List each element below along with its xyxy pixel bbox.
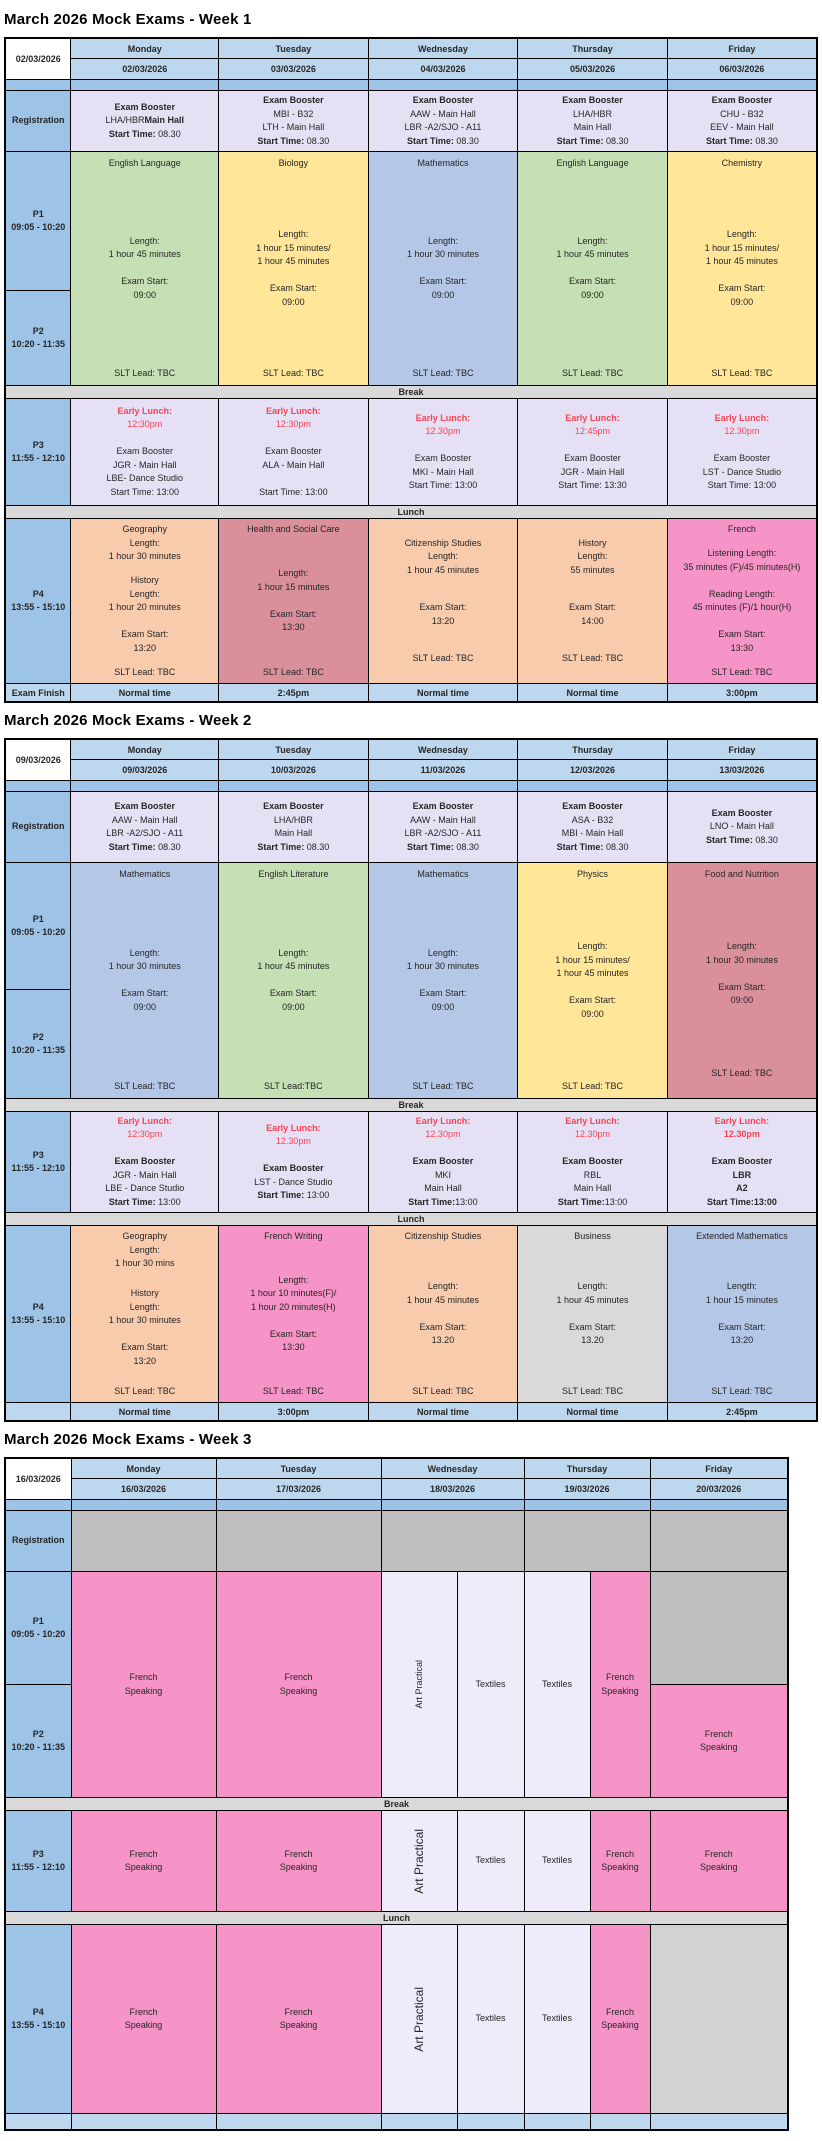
week2-date-header-friday: 13/03/2026 xyxy=(667,760,817,781)
week3-day-header-thursday: Thursday xyxy=(524,1458,650,1479)
week3-thu-textiles-p4-cell: Textiles xyxy=(524,1925,590,2114)
week1-period-p2-label: P2 10:20 - 11:35 xyxy=(5,291,71,386)
week1-date-header-thursday: 05/03/2026 xyxy=(518,59,668,80)
week3-thu-french-p4-cell: French Speaking xyxy=(590,1925,650,2114)
week2-registration-tuesday: Exam Booster LHA/HBR Main Hall Start Time: 08.30 xyxy=(219,792,369,863)
week2-table xyxy=(4,738,818,1422)
week1-week-date-cell: 02/03/2026 xyxy=(5,38,71,80)
week2-exam-finish-thursday: Normal time xyxy=(518,1403,668,1422)
week2-monday-p4-cell: Geography Length: 1 hour 30 mins History Length: 1 hour 30 minutes Exam Start: 13:20 SLT Lead: TBC xyxy=(71,1226,219,1403)
week3-registration-monday xyxy=(71,1511,216,1572)
week1-registration-thursday: Exam Booster LHA/HBR Main Hall Start Time: 08.30 xyxy=(518,91,668,152)
week3-bottom-strip-cell xyxy=(5,2114,71,2131)
week3-thu-french-p3-cell: French Speaking xyxy=(590,1811,650,1912)
week2-period-p3-label: P3 11:55 - 12:10 xyxy=(5,1112,71,1213)
week2-registration-label: Registration xyxy=(5,792,71,863)
week2-friday-p4-cell: Extended Mathematics Length: 1 hour 15 minutes Exam Start: 13:20 SLT Lead: TBC xyxy=(667,1226,817,1403)
week2-wednesday-p3-cell: Early Lunch: 12.30pm Exam Booster MKI Main Hall Start Time:13:00 xyxy=(368,1112,518,1213)
week1-registration-tuesday: Exam Booster MBI - B32 LTH - Main Hall Start Time: 08.30 xyxy=(219,91,369,152)
week3-registration-wednesday xyxy=(381,1511,524,1572)
week3-thu-textiles-p3-cell: Textiles xyxy=(524,1811,590,1912)
week-3-title: March 2026 Mock Exams - Week 3 xyxy=(4,1431,252,1448)
week1-friday-p1p2-cell: Chemistry Length: 1 hour 15 minutes/ 1 hour 45 minutes Exam Start: 09:00 SLT Lead: TBC xyxy=(667,152,817,386)
week1-date-header-tuesday: 03/03/2026 xyxy=(219,59,369,80)
week1-monday-p4-cell: Geography Length: 1 hour 30 minutes History Length: 1 hour 20 minutes Exam Start: 13:20 SLT Lead: TBC xyxy=(71,519,219,684)
week1-exam-finish-tuesday: 2:45pm xyxy=(219,684,369,703)
week2-spacer-wednesday xyxy=(368,781,518,792)
week3-date-header-tuesday: 17/03/2026 xyxy=(216,1479,381,1500)
week2-period-p2-label: P2 10:20 - 11:35 xyxy=(5,990,71,1099)
week3-wed-textiles-p1p2-cell: Textiles xyxy=(457,1572,524,1798)
week1-date-header-monday: 02/03/2026 xyxy=(71,59,219,80)
week1-friday-p3-cell: Early Lunch: 12.30pm Exam Booster LST - Dance Studio Start Time: 13:00 xyxy=(667,399,817,506)
week3-thu-textiles-p1p2-cell: Textiles xyxy=(524,1572,590,1798)
week-1-title: March 2026 Mock Exams - Week 1 xyxy=(4,11,252,28)
week3-registration-friday xyxy=(650,1511,788,1572)
week1-registration-friday: Exam Booster CHU - B32 EEV - Main Hall Start Time: 08.30 xyxy=(667,91,817,152)
week1-period-p4-label: P4 13:55 - 15:10 xyxy=(5,519,71,684)
week3-wed-art-practical-p1p2-cell xyxy=(381,1572,457,1798)
week3-spacer-friday xyxy=(650,1500,788,1511)
week1-tuesday-p4-cell: Health and Social Care Length: 1 hour 15 minutes Exam Start: 13:30 SLT Lead: TBC xyxy=(219,519,369,684)
week1-spacer-tuesday xyxy=(219,80,369,91)
week3-monday-p3-cell: French Speaking xyxy=(71,1811,216,1912)
week-1-table-container xyxy=(4,37,818,703)
week1-lunch-row: Lunch xyxy=(5,506,817,519)
week3-table xyxy=(4,1457,789,2131)
week3-date-header-friday: 20/03/2026 xyxy=(650,1479,788,1500)
week1-spacer-monday xyxy=(71,80,219,91)
week2-day-header-thursday: Thursday xyxy=(518,739,668,760)
week1-tuesday-p1p2-cell: Biology Length: 1 hour 15 minutes/ 1 hour 45 minutes Exam Start: 09:00 SLT Lead: TBC xyxy=(219,152,369,386)
week3-bottom-strip-cell xyxy=(650,2114,788,2131)
week3-friday-p3-cell: French Speaking xyxy=(650,1811,788,1912)
week3-wed-art-practical-p1p2-cell-rotated-label: Art Practical xyxy=(414,1660,424,1709)
week3-monday-p4-cell: French Speaking xyxy=(71,1925,216,2114)
week3-bottom-strip-cell xyxy=(71,2114,216,2131)
week1-friday-p4-cell: French Listening Length: 35 minutes (F)/45 minutes(H) Reading Length: 45 minutes (F)/1 hour(H) Exam Start: 13:30 SLT Lead: TBC xyxy=(667,519,817,684)
week2-period-p4-label: P4 13:55 - 15:10 xyxy=(5,1226,71,1403)
week2-date-header-thursday: 12/03/2026 xyxy=(518,760,668,781)
week3-break-row: Break xyxy=(5,1798,788,1811)
week2-day-header-monday: Monday xyxy=(71,739,219,760)
week2-lunch-row: Lunch xyxy=(5,1213,817,1226)
week3-day-header-friday: Friday xyxy=(650,1458,788,1479)
week3-spacer-cell xyxy=(5,1500,71,1511)
week1-exam-finish-friday: 3:00pm xyxy=(667,684,817,703)
week3-period-p4-label: P4 13:55 - 15:10 xyxy=(5,1925,71,2114)
week2-registration-thursday: Exam Booster ASA - B32 MBI - Main Hall Start Time: 08.30 xyxy=(518,792,668,863)
week1-spacer-wednesday xyxy=(368,80,518,91)
week2-monday-p3-cell: Early Lunch: 12:30pm Exam Booster JGR - Main Hall LBE - Dance Studio Start Time: 13:00 xyxy=(71,1112,219,1213)
week2-spacer-friday xyxy=(667,781,817,792)
week3-lunch-row: Lunch xyxy=(5,1912,788,1925)
week2-wednesday-p4-cell: Citizenship Studies Length: 1 hour 45 minutes Exam Start: 13.20 SLT Lead: TBC xyxy=(368,1226,518,1403)
week2-day-header-wednesday: Wednesday xyxy=(368,739,518,760)
week3-registration-tuesday xyxy=(216,1511,381,1572)
week2-tuesday-p1p2-cell: English Literature Length: 1 hour 45 minutes Exam Start: 09:00 SLT Lead:TBC xyxy=(219,863,369,1099)
week3-period-p1-label: P1 09:05 - 10:20 xyxy=(5,1572,71,1685)
week-2-title: March 2026 Mock Exams - Week 2 xyxy=(4,712,252,729)
week3-date-header-thursday: 19/03/2026 xyxy=(524,1479,650,1500)
week3-period-p3-label: P3 11:55 - 12:10 xyxy=(5,1811,71,1912)
week2-exam-finish-monday: Normal time xyxy=(71,1403,219,1422)
week3-registration-thursday xyxy=(524,1511,650,1572)
week-3-table-container xyxy=(4,1457,818,2131)
week2-exam-finish-wednesday: Normal time xyxy=(368,1403,518,1422)
week3-tuesday-p1p2-cell: French Speaking xyxy=(216,1572,381,1798)
week3-thu-french-p1p2-cell: French Speaking xyxy=(590,1572,650,1798)
week1-exam-finish-label: Exam Finish xyxy=(5,684,71,703)
week-3-section xyxy=(4,1431,818,2131)
week3-spacer-monday xyxy=(71,1500,216,1511)
week1-wednesday-p1p2-cell: Mathematics Length: 1 hour 30 minutes Exam Start: 09:00 SLT Lead: TBC xyxy=(368,152,518,386)
week3-friday-p2-cell: French Speaking xyxy=(650,1685,788,1798)
week3-registration-label: Registration xyxy=(5,1511,71,1572)
week2-monday-p1p2-cell: Mathematics Length: 1 hour 30 minutes Exam Start: 09:00 SLT Lead: TBC xyxy=(71,863,219,1099)
week1-table xyxy=(4,37,818,703)
week3-wed-art-practical-p4-cell xyxy=(381,1925,457,2114)
week2-tuesday-p4-cell: French Writing Length: 1 hour 10 minutes(F)/ 1 hour 20 minutes(H) Exam Start: 13:30 SLT Lead: TBC xyxy=(219,1226,369,1403)
week3-friday-p1-cell xyxy=(650,1572,788,1685)
week1-period-p1-label: P1 09:05 - 10:20 xyxy=(5,152,71,291)
week1-thursday-p3-cell: Early Lunch: 12:45pm Exam Booster JGR - Main Hall Start Time: 13:30 xyxy=(518,399,668,506)
week1-exam-finish-wednesday: Normal time xyxy=(368,684,518,703)
week1-day-header-wednesday: Wednesday xyxy=(368,38,518,59)
week2-registration-wednesday: Exam Booster AAW - Main Hall LBR -A2/SJO - A11 Start Time: 08.30 xyxy=(368,792,518,863)
week2-week-date-cell: 09/03/2026 xyxy=(5,739,71,781)
week1-registration-wednesday: Exam Booster AAW - Main Hall LBR -A2/SJO - A11 Start Time: 08.30 xyxy=(368,91,518,152)
week1-wednesday-p4-cell: Citizenship Studies Length: 1 hour 45 minutes Exam Start: 13:20 SLT Lead: TBC xyxy=(368,519,518,684)
week1-wednesday-p3-cell: Early Lunch: 12.30pm Exam Booster MKI - Main Hall Start Time: 13:00 xyxy=(368,399,518,506)
week3-date-header-wednesday: 18/03/2026 xyxy=(381,1479,524,1500)
week1-day-header-tuesday: Tuesday xyxy=(219,38,369,59)
week1-exam-finish-thursday: Normal time xyxy=(518,684,668,703)
week1-day-header-thursday: Thursday xyxy=(518,38,668,59)
week3-wed-art-practical-p3-cell-rotated-label: Art Practical xyxy=(412,1828,426,1894)
week2-date-header-wednesday: 11/03/2026 xyxy=(368,760,518,781)
week3-wed-art-practical-p4-cell-rotated-label: Art Practical xyxy=(412,1986,426,2052)
week2-wednesday-p1p2-cell: Mathematics Length: 1 hour 30 minutes Exam Start: 09:00 SLT Lead: TBC xyxy=(368,863,518,1099)
week2-registration-monday: Exam Booster AAW - Main Hall LBR -A2/SJO - A11 Start Time: 08.30 xyxy=(71,792,219,863)
week2-period-p1-label: P1 09:05 - 10:20 xyxy=(5,863,71,990)
week2-spacer-tuesday xyxy=(219,781,369,792)
week3-spacer-wednesday xyxy=(381,1500,524,1511)
week3-bottom-strip-cell xyxy=(381,2114,457,2131)
week1-date-header-wednesday: 04/03/2026 xyxy=(368,59,518,80)
week1-day-header-friday: Friday xyxy=(667,38,817,59)
week2-break-row: Break xyxy=(5,1099,817,1112)
week2-friday-p1p2-cell: Food and Nutrition Length: 1 hour 30 minutes Exam Start: 09:00 SLT Lead: TBC xyxy=(667,863,817,1099)
week3-wed-textiles-p4-cell: Textiles xyxy=(457,1925,524,2114)
week3-wed-textiles-p3-cell: Textiles xyxy=(457,1811,524,1912)
week2-thursday-p3-cell: Early Lunch: 12.30pm Exam Booster RBL Main Hall Start Time:13:00 xyxy=(518,1112,668,1213)
week-2-section xyxy=(4,712,818,1422)
week1-period-p3-label: P3 11:55 - 12:10 xyxy=(5,399,71,506)
week1-tuesday-p3-cell: Early Lunch: 12:30pm Exam Booster ALA - Main Hall Start Time: 13:00 xyxy=(219,399,369,506)
week1-day-header-monday: Monday xyxy=(71,38,219,59)
week2-tuesday-p3-cell: Early Lunch: 12.30pm Exam Booster LST - Dance Studio Start Time: 13:00 xyxy=(219,1112,369,1213)
week3-bottom-strip-cell xyxy=(457,2114,524,2131)
week1-break-row: Break xyxy=(5,386,817,399)
week2-thursday-p1p2-cell: Physics Length: 1 hour 15 minutes/ 1 hour 45 minutes Exam Start: 09:00 SLT Lead: TBC xyxy=(518,863,668,1099)
week3-day-header-tuesday: Tuesday xyxy=(216,1458,381,1479)
week1-registration-monday: Exam Booster LHA/HBRMain Hall Start Time: 08.30 xyxy=(71,91,219,152)
week2-day-header-tuesday: Tuesday xyxy=(219,739,369,760)
week1-spacer-cell xyxy=(5,80,71,91)
week1-spacer-thursday xyxy=(518,80,668,91)
week-1-section xyxy=(4,11,818,703)
week3-period-p2-label: P2 10:20 - 11:35 xyxy=(5,1685,71,1798)
week3-friday-p4-cell xyxy=(650,1925,788,2114)
week1-monday-p1p2-cell: English Language Length: 1 hour 45 minutes Exam Start: 09:00 SLT Lead: TBC xyxy=(71,152,219,386)
week1-thursday-p1p2-cell: English Language Length: 1 hour 45 minutes Exam Start: 09:00 SLT Lead: TBC xyxy=(518,152,668,386)
week2-registration-friday: Exam Booster LNO - Main Hall Start Time: 08.30 xyxy=(667,792,817,863)
week1-date-header-friday: 06/03/2026 xyxy=(667,59,817,80)
week2-thursday-p4-cell: Business Length: 1 hour 45 minutes Exam Start: 13.20 SLT Lead: TBC xyxy=(518,1226,668,1403)
week3-day-header-wednesday: Wednesday xyxy=(381,1458,524,1479)
week3-spacer-thursday xyxy=(524,1500,650,1511)
week3-date-header-monday: 16/03/2026 xyxy=(71,1479,216,1500)
week2-spacer-thursday xyxy=(518,781,668,792)
week3-bottom-strip-cell xyxy=(524,2114,590,2131)
week2-exam-finish-tuesday: 3:00pm xyxy=(219,1403,369,1422)
week2-spacer-monday xyxy=(71,781,219,792)
week2-date-header-tuesday: 10/03/2026 xyxy=(219,760,369,781)
week1-monday-p3-cell: Early Lunch: 12:30pm Exam Booster JGR - Main Hall LBE- Dance Studio Start Time: 13:00 xyxy=(71,399,219,506)
week3-tuesday-p3-cell: French Speaking xyxy=(216,1811,381,1912)
week3-monday-p1p2-cell: French Speaking xyxy=(71,1572,216,1798)
week-2-table-container xyxy=(4,738,818,1422)
week3-spacer-tuesday xyxy=(216,1500,381,1511)
week3-tuesday-p4-cell: French Speaking xyxy=(216,1925,381,2114)
week3-bottom-strip-cell xyxy=(216,2114,381,2131)
week3-bottom-strip-cell xyxy=(590,2114,650,2131)
week3-week-date-cell: 16/03/2026 xyxy=(5,1458,71,1500)
week3-wed-art-practical-p3-cell xyxy=(381,1811,457,1912)
week2-day-header-friday: Friday xyxy=(667,739,817,760)
week2-exam-finish-label xyxy=(5,1403,71,1422)
week1-thursday-p4-cell: History Length: 55 minutes Exam Start: 14:00 SLT Lead: TBC xyxy=(518,519,668,684)
week1-spacer-friday xyxy=(667,80,817,91)
week1-registration-label: Registration xyxy=(5,91,71,152)
week2-friday-p3-cell: Early Lunch: 12.30pm Exam Booster LBR A2 Start Time:13:00 xyxy=(667,1112,817,1213)
week2-exam-finish-friday: 2:45pm xyxy=(667,1403,817,1422)
week2-spacer-cell xyxy=(5,781,71,792)
week3-day-header-monday: Monday xyxy=(71,1458,216,1479)
week2-date-header-monday: 09/03/2026 xyxy=(71,760,219,781)
week1-exam-finish-monday: Normal time xyxy=(71,684,219,703)
